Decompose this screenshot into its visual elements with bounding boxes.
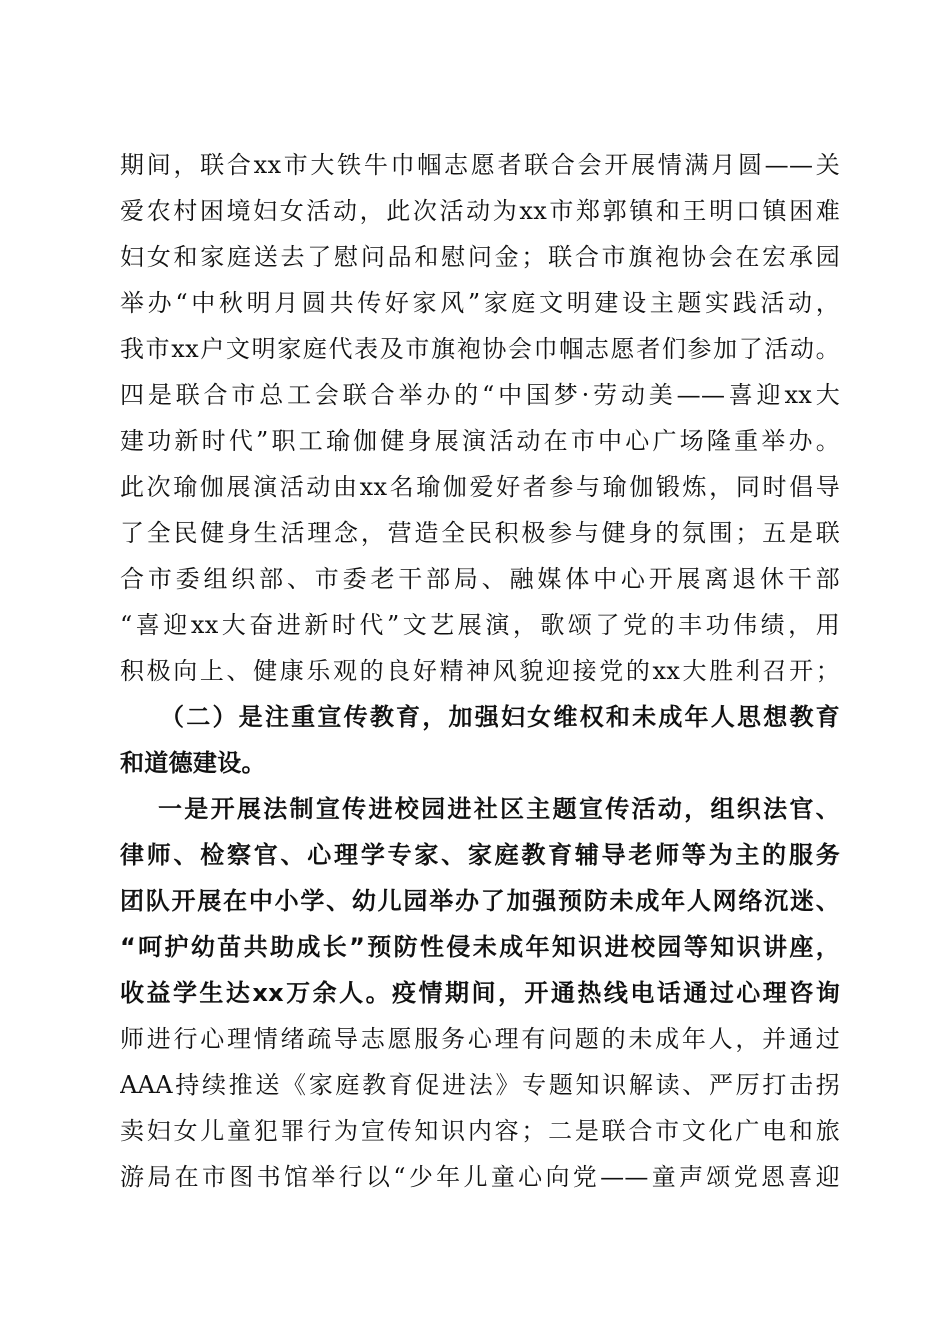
text-line: 举办“中秋明月圆共传好家风”家庭文明建设主题实践活动， bbox=[120, 289, 840, 317]
section-heading-line: 和道德建设。 bbox=[120, 749, 266, 777]
text-line: 期间，联合xx市大铁牛巾帼志愿者联合会开展情满月圆——关 bbox=[120, 151, 840, 179]
text-line: 合市委组织部、市委老干部局、融媒体中心开展离退休干部 bbox=[120, 565, 840, 593]
text-line: 团队开展在中小学、幼儿园举办了加强预防未成年人网络沉迷、 bbox=[120, 887, 840, 915]
text-line: “呵护幼苗共助成长”预防性侵未成年知识进校园等知识讲座， bbox=[120, 933, 840, 961]
section-heading-line: （二）是注重宣传教育，加强妇女维权和未成年人思想教育 bbox=[160, 703, 840, 731]
text-line: 建功新时代”职工瑜伽健身展演活动在市中心广场隆重举办。 bbox=[120, 427, 840, 455]
text-line: 爱农村困境妇女活动，此次活动为xx市郑郭镇和王明口镇困难 bbox=[120, 197, 840, 225]
document-body bbox=[120, 142, 840, 1200]
text-line: AAA持续推送《家庭教育促进法》专题知识解读、严厉打击拐 bbox=[120, 1071, 840, 1099]
text-line: 收益学生达xx万余人。疫情期间，开通热线电话通过心理咨询 bbox=[120, 979, 840, 1007]
text-line: 妇女和家庭送去了慰问品和慰问金；联合市旗袍协会在宏承园 bbox=[120, 243, 840, 271]
text-line: 律师、检察官、心理学专家、家庭教育辅导老师等为主的服务 bbox=[120, 841, 840, 869]
text-line: 我市xx户文明家庭代表及市旗袍协会巾帼志愿者们参加了活动。 bbox=[120, 335, 840, 363]
text-line: 了全民健身生活理念，营造全民积极参与健身的氛围；五是联 bbox=[120, 519, 840, 547]
text-line: “喜迎xx大奋进新时代”文艺展演，歌颂了党的丰功伟绩，用 bbox=[120, 611, 840, 639]
text-line: 四是联合市总工会联合举办的“中国梦·劳动美——喜迎xx大 bbox=[120, 381, 840, 409]
text-line: 积极向上、健康乐观的良好精神风貌迎接党的xx大胜利召开； bbox=[120, 657, 840, 685]
text-line: 游局在市图书馆举行以“少年儿童心向党——童声颂党恩喜迎 bbox=[120, 1163, 840, 1191]
text-line: 师进行心理情绪疏导志愿服务心理有问题的未成年人，并通过 bbox=[120, 1025, 840, 1053]
text-line: 一是开展法制宣传进校园进社区主题宣传活动，组织法官、 bbox=[158, 795, 840, 823]
text-line: 卖妇女儿童犯罪行为宣传知识内容；二是联合市文化广电和旅 bbox=[120, 1117, 840, 1145]
text-line: 此次瑜伽展演活动由xx名瑜伽爱好者参与瑜伽锻炼，同时倡导 bbox=[120, 473, 840, 501]
